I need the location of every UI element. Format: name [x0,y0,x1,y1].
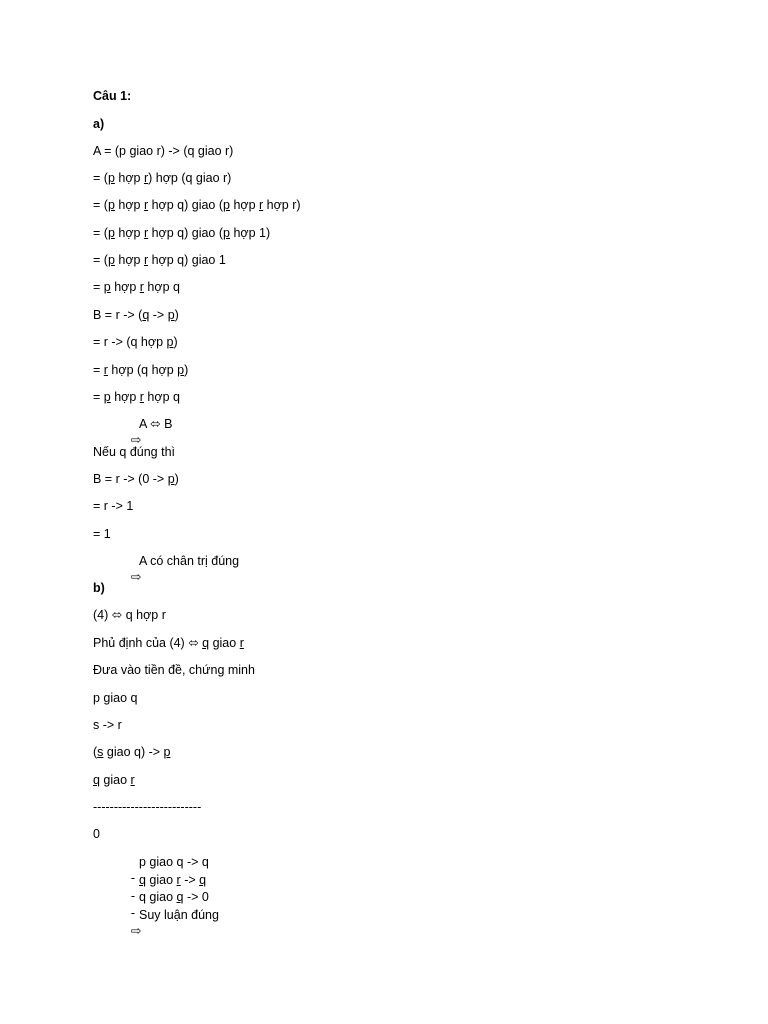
premise-line: s -> r [93,718,122,732]
formula-c-step: = r -> 1 [93,499,134,513]
formula-a-step: = (p hợp r) hợp (q giao r) [93,171,232,185]
bullet-item: - q giao q -> 0 [130,890,209,920]
formula-b-step: = r hợp (q hợp p) [93,363,189,377]
arrow-right-icon: ⇨ [130,924,142,938]
premise-line: (s giao q) -> p [93,745,171,759]
statement-line: (4) ⬄ q hợp r [93,608,166,622]
formula-a-step: = (p hợp r hợp q) giao 1 [93,253,226,267]
implication-item: ⇨ A ⬄ B [130,417,173,447]
formula-b-line: B = r -> (q -> p) [93,308,179,322]
bullet-dash: - [130,871,136,885]
negation-line: Phủ định của (4) ⬄ q giao r [93,636,244,650]
premise-line: p giao q [93,691,138,705]
formula-a-step: = (p hợp r hợp q) giao (p hợp r hợp r) [93,198,301,212]
question-title: Câu 1: [93,89,132,103]
condition-line: Nếu q đúng thì [93,445,176,459]
bullet-item: - q giao r -> q [130,873,207,903]
separator-line: -------------------------- [93,800,202,814]
premise-line: q giao r [93,773,135,787]
bullet-dash: - [130,889,136,903]
arrow-right-icon: ⇨ [130,570,142,584]
formula-c-step: = 1 [93,527,111,541]
premise-intro: Đưa vào tiền đề, chứng minh [93,663,255,677]
implication-item: ⇨ Suy luận đúng [130,908,219,938]
bullet-dash: - [130,906,136,920]
formula-a-step: = p hợp r hợp q [93,280,180,294]
part-b-label: b) [93,581,105,595]
formula-a-step: = (p hợp r hợp q) giao (p hợp 1) [93,226,271,240]
formula-b-step: = r -> (q hợp p) [93,335,178,349]
formula-a-line: A = (p giao r) -> (q giao r) [93,144,234,158]
conclusion-zero: 0 [93,827,100,841]
formula-b-step: = p hợp r hợp q [93,390,180,404]
bullet-item: - p giao q -> q [130,855,209,885]
implication-item: ⇨ A có chân trị đúng [130,554,240,584]
part-a-label: a) [93,117,105,131]
arrow-right-icon: ⇨ [130,433,142,447]
formula-c-line: B = r -> (0 -> p) [93,472,179,486]
